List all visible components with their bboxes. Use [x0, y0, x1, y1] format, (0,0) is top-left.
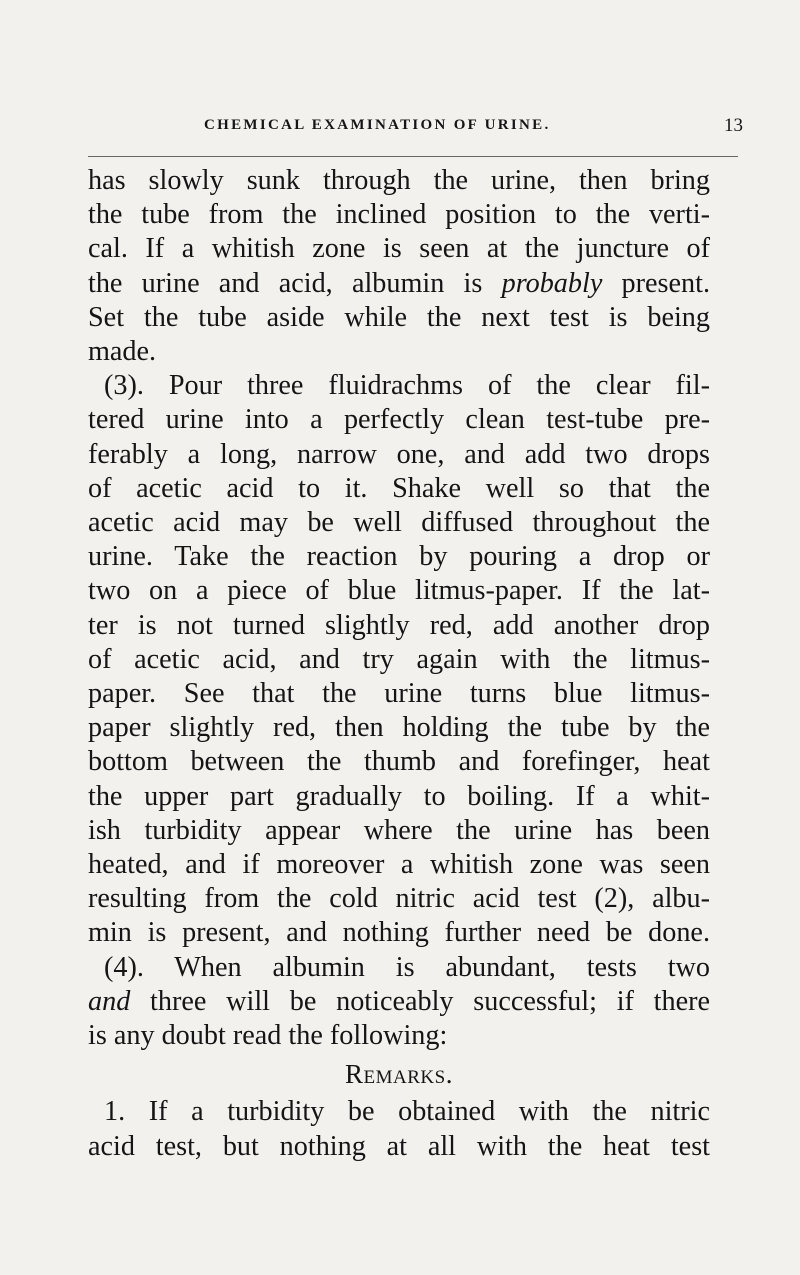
- text-line: tered urine into a perfectly clean test-tube pre-: [88, 404, 710, 436]
- text-line: two on a piece of blue litmus-paper. If the lat-: [88, 575, 710, 607]
- paragraph-4: [88, 1095, 710, 1163]
- text-line: bottom between the thumb and forefinger, heat: [88, 746, 710, 778]
- text-line: ish turbidity appear where the urine has been: [88, 814, 710, 846]
- text-line: acetic acid may be well diffused throughout the: [88, 507, 710, 539]
- text-line: of acetic acid, and try again with the litmus-: [88, 643, 710, 675]
- text-line: [88, 267, 710, 301]
- text-run: three will be noticeably successful; if there: [130, 985, 710, 1017]
- text-line: min is present, and nothing further need be done.: [88, 917, 710, 949]
- text-line: (3). Pour three fluidrachms of the clear fil-: [104, 370, 710, 402]
- text-line: is any doubt read the following:: [88, 1020, 448, 1052]
- text-line: paper. See that the urine turns blue litmus-: [88, 678, 710, 710]
- running-title: CHEMICAL EXAMINATION OF URINE.: [204, 117, 551, 133]
- remarks-heading: Remarks.: [345, 1059, 453, 1090]
- text-run: present.: [602, 267, 710, 299]
- text-line: of acetic acid to it. Shake well so that the: [88, 472, 710, 504]
- text-line: acid test, but nothing at all with the heat test: [88, 1130, 710, 1162]
- text-line: paper slightly red, then holding the tube by the: [88, 712, 710, 744]
- text-line: ter is not turned slightly red, add another drop: [88, 609, 710, 641]
- paragraph-3: [88, 951, 710, 1054]
- header-rule: [88, 156, 738, 157]
- text-line: the tube from the inclined position to the verti-: [88, 199, 710, 231]
- text-line: heated, and if moreover a whitish zone was seen: [88, 849, 710, 881]
- text-line: 1. If a turbidity be obtained with the nitric: [104, 1096, 710, 1128]
- text-line: Set the tube aside while the next test is being: [88, 301, 710, 333]
- text-line: has slowly sunk through the urine, then bring: [88, 165, 710, 196]
- paragraph-2: [88, 369, 710, 950]
- body-text: [88, 164, 710, 1164]
- emphasis-and: and: [88, 985, 131, 1017]
- text-line: resulting from the cold nitric acid test (2), albu-: [88, 883, 710, 915]
- text-line: [88, 985, 710, 1019]
- page-number: 13: [724, 115, 743, 136]
- paragraph-1: [88, 164, 710, 369]
- emphasis-probably: probably: [501, 267, 603, 299]
- text-line: urine. Take the reaction by pouring a drop or: [88, 541, 710, 573]
- text-line: ferably a long, narrow one, and add two drops: [88, 438, 710, 470]
- text-line: made.: [88, 336, 157, 368]
- text-run: the urine and acid, albumin is: [88, 267, 502, 299]
- text-line: cal. If a whitish zone is seen at the juncture of: [88, 233, 710, 265]
- text-line: (4). When albumin is abundant, tests two: [104, 951, 710, 983]
- text-line: the upper part gradually to boiling. If a whit-: [88, 780, 710, 812]
